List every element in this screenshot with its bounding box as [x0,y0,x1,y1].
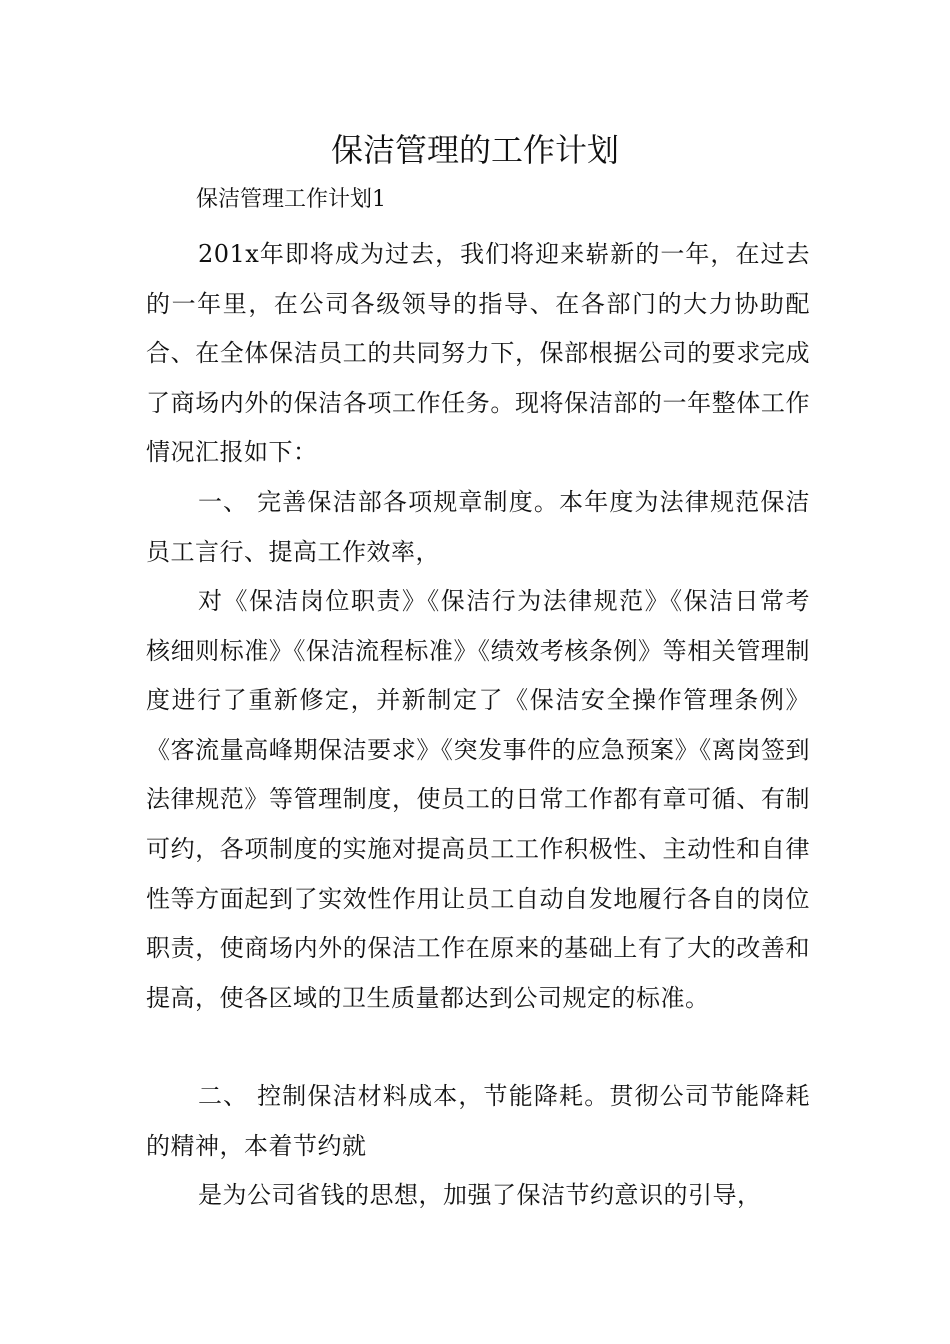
paragraph-section-1-heading: 一、 完善保洁部各项规章制度。本年度为法律规范保洁员工言行、提高工作效率， [146,488,810,566]
paragraph-section-2-heading: 二、 控制保洁材料成本，节能降耗。贯彻公司节能降耗的精神，本着节约就 [146,1082,810,1160]
paragraph-intro: 201x年即将成为过去，我们将迎来崭新的一年，在过去的一年里，在公司各级领导的指导、在各部门的大力协助配合、在全体保洁员工的共同努力下，保部根据公司的要求完成了商场内外的保洁各项工作任务。现将保洁部的一年整体工作情况汇报如下： [146,240,810,467]
paragraph-section-2-body: 是为公司省钱的思想，加强了保洁节约意识的引导， [198,1181,762,1209]
paragraph-section-1-body: 对《保洁岗位职责》《保洁行为法律规范》《保洁日常考核细则标准》《保洁流程标准》《绩效考核条例》等相关管理制度进行了重新修定，并新制定了《保洁安全操作管理条例》《客流量高峰期保洁要求》《突发事件的应急预案》《离岗签到法律规范》等管理制度，使员工的日常工作都有章可循、有制可约，各项制度的实施对提高员工工作积极性、主动性和自律性等方面起到了实效性作用让员工自动自发地履行各自的岗位职责，使商场内外的保洁工作在原来的基础上有了大的改善和提高，使各区域的卫生质量都达到公司规定的标准。 [146,587,810,1012]
document-subtitle: 保洁管理工作计划1 [196,187,386,212]
document-title: 保洁管理的工作计划 [330,131,619,169]
